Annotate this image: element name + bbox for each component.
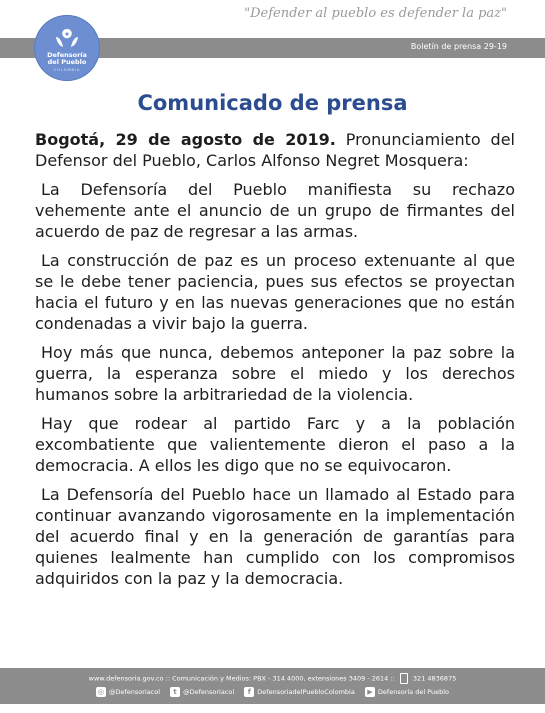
- logo-name: Defensoría del Pueblo: [47, 51, 87, 66]
- instagram-link[interactable]: ◎ @Defensoriacol: [97, 688, 161, 696]
- press-release-body: [35, 129, 515, 597]
- slogan: "Defender al pueblo es defender la paz": [244, 6, 507, 21]
- hands-dove-icon: [54, 27, 80, 51]
- phone-number: 321 4836875: [412, 674, 457, 683]
- intro-text: Pronunciamiento del Defensor del Pueblo, Carlos Alfonso Negret Mosquera:: [35, 130, 516, 170]
- twitter-icon: t: [170, 687, 180, 697]
- footer-social-line: [0, 687, 545, 697]
- paragraph-1: La Defensoría del Pueblo manifiesta su rechazo vehemente ante el anuncio de un grupo de firmantes del acuerdo de paz de regresar a las armas.: [35, 180, 515, 241]
- website-link[interactable]: www.defensoria.gov.co: [88, 674, 164, 683]
- youtube-icon: ▶: [365, 687, 375, 697]
- youtube-link[interactable]: ▶ Defensoría del Pueblo: [365, 687, 449, 697]
- facebook-icon: f: [244, 687, 254, 697]
- footer: [0, 668, 545, 704]
- intro-paragraph: [35, 129, 515, 171]
- paragraph-5: La Defensoría del Pueblo hace un llamado al Estado para continuar avanzando vigorosamente en la implementación del acuerdo final y en la generación de garantías para quienes lealmente han cumplido con los compromisos adquiridos con la paz y la democracia.: [35, 485, 515, 588]
- phone-icon: [400, 673, 408, 684]
- paragraph-4: Hay que rodear al partido Farc y a la población excombatiente que valientemente dieron el paso a la democracia. A ellos les digo que no se equivocaron.: [35, 414, 515, 475]
- intro-date: Bogotá, 29 de agosto de 2019.: [35, 130, 336, 149]
- defensoria-logo: [34, 15, 100, 81]
- paragraph-2: La construcción de paz es un proceso extenuante al que se le debe tener paciencia, pues sus efectos se proyectan hacia el futuro y en las nuevas generaciones que no están condenadas a vivir bajo la guerra.: [35, 251, 515, 333]
- instagram-icon: ◎: [97, 688, 104, 696]
- page-title: Comunicado de prensa: [137, 91, 408, 115]
- paragraph-3: Hoy más que nunca, debemos anteponer la paz sobre la guerra, la esperanza sobre el miedo y los derechos humanos sobre la arbitrariedad de la violencia.: [35, 343, 515, 404]
- logo-country: COLOMBIA: [53, 68, 81, 72]
- facebook-link[interactable]: f DefensoriadelPuebloColombia: [244, 687, 355, 697]
- twitter-link[interactable]: t @Defensoriacol: [170, 687, 234, 697]
- contact-info: :: Comunicación y Medios: PBX - 314 4000, extensiones 3409 - 2614 ::: [165, 674, 395, 683]
- bulletin-number: Boletín de prensa 29-19: [410, 42, 507, 51]
- footer-contact-line: [0, 673, 545, 684]
